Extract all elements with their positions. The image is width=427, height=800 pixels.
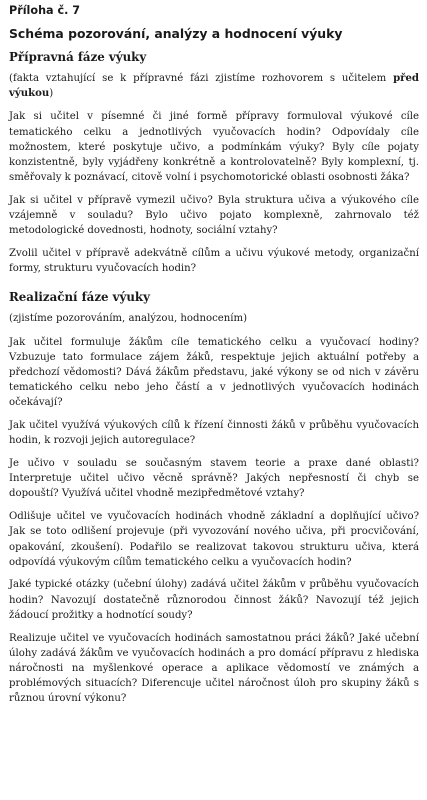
document-title: Schéma pozorování, analýzy a hodnocení výuky: [9, 26, 343, 41]
paragraph: Zvolil učitel v přípravě adekvátně cílům a učivu výukové metody, organizační formy, strukturu vyučovacích hodin?: [9, 248, 419, 275]
section-heading-preparatory: Přípravná fáze výuky: [9, 50, 147, 64]
section-heading-realization: Realizační fáze výuky: [9, 290, 150, 305]
note-text: (fakta vztahující se k přípravné fázi zjistíme rozhovorem s učitelem: [9, 73, 394, 84]
paragraph: Realizuje učitel ve vyučovacích hodinách samostatnou práci žáků? Jaké učební úlohy zadává žákům ve vyučovacích hodinách a pro domácí přípravu z hlediska náročnosti na myšlenkové operace a aplikace vědomostí ve známých a problémových situacích? Diferencuje učitel náročnost úloh pro skupiny žáků s různou úrovní výkonu?: [9, 632, 419, 705]
paragraph: Jak učitel formuluje žákům cíle tematického celku a vyučovací hodiny? Vzbuzuje tato formulace zájem žáků, respektuje jejich aktuální potřeby a předchozí vědomosti? Dává žákům představu, jaké výkony se od nich v závěru tematického celku nebo jeho částí a v jednotlivých vyučovacích hodinách očekávají?: [9, 336, 419, 409]
note-emphasis: před výukou: [9, 72, 419, 100]
paragraph: Jak si učitel v přípravě vymezil učivo? Byla struktura učiva a výukového cíle vzájemně v souladu? Bylo učivo pojato komplexně, zahrnovalo též metodologické dovednosti, hodnoty, sociální vztahy?: [9, 194, 419, 237]
paragraph: Jak si učitel v písemné či jiné formě přípravy formuloval výukové cíle tematického celku a jednotlivých vyučovacích hodin? Odpovídaly cíle možnostem, které poskytuje učivo, a podmínkám výuky? Byly cíle pojaty konzistentně, byly vyjádřeny konkrétně a kontrolovatelně? Byly komplexní, tj. směřovaly k poznávací, citově volní i psychomotorické oblasti osobnosti žáka?: [9, 111, 419, 184]
section-note-preparatory: [9, 71, 419, 101]
document-page: [9, 4, 419, 714]
paragraph: Jak učitel využívá výukových cílů k řízení činnosti žáků v průběhu vyučovacích hodin, k rozvoji jejich autoregulace?: [9, 420, 419, 447]
paragraph: Jaké typické otázky (učební úlohy) zadává učitel žákům v průběhu vyučovacích hodin? Navozují dostatečně různorodou činnost žáků? Navozují též jejich žádoucí prožitky a hodnotící soudy?: [9, 579, 419, 621]
paragraph: Odlišuje učitel ve vyučovacích hodinách vhodně základní a doplňující učivo? Jak se toto odlišení projevuje (při vyvozování nového učiva, při procvičování, opakování, zkoušení). Podařilo se realizovat takovou strukturu učiva, která odpovídá výukovým cílům tematického celku a vyučovacích hodin?: [9, 511, 419, 568]
paragraph: Je učivo v souladu se současným stavem teorie a praxe dané oblasti? Interpretuje učitel učivo věcně správně? Jakých nepřesností či chyb se dopouští? Využívá učitel vhodně mezipředmětové vztahy?: [9, 458, 419, 500]
section-note-realization: (zjistíme pozorováním, analýzou, hodnocením): [9, 313, 248, 325]
appendix-label: Příloha č. 7: [9, 4, 81, 17]
note-text-end: ): [49, 88, 54, 100]
